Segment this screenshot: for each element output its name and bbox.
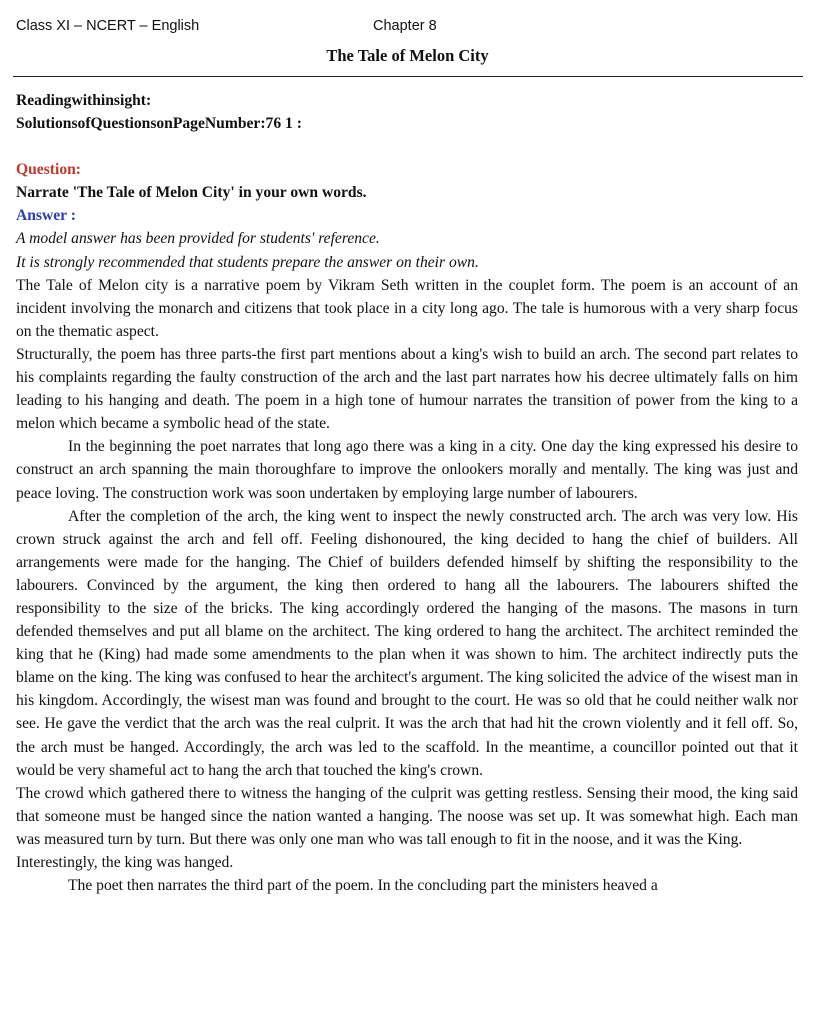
- reading-heading: Readingwithinsight:: [16, 92, 152, 109]
- chapter-title: [0, 46, 815, 66]
- chapter-label: Chapter 8: [373, 18, 437, 34]
- paragraph-crowd: The crowd which gathered there to witness the hanging of the culprit was getting restless. Sensing their mood, the king said that someone must be hanged since the nation wanted a hanging. The noose was set up. It was somewhat high. Each man was measured turn by turn. But there was only one man who was tall enough to fit in the noose, and it was the King.: [16, 784, 798, 848]
- page-content: [16, 89, 798, 897]
- class-label: Class XI – NCERT – English: [16, 18, 200, 34]
- paragraph-arch-inspection: After the completion of the arch, the king went to inspect the newly constructed arch. The arch was very low. His crown struck against the arch and fell off. Feeling dishonoured, the king decided to hang the chief of builders. All arrangements were made for the hanging. The Chief of builders defended himself by shifting the responsibility to the labourers. Convinced by the argument, the king then ordered to hang all the labourers. The labourers shifted the responsibility to the size of the bricks. The king accordingly ordered the hanging of the masons. The masons in turn defended themselves and put all blame on the architect. The king ordered to hang the architect. The architect reminded the king that he (King) had made some amendments to the plan when it was shown to him. The architect indirectly puts the blame on the king. The king was confused to hear the architect's argument. The king solicited the advice of the wisest man in his kingdom. Accordingly, the wisest man was found and brought to the court. He was so old that he could neither walk nor see. He gave the verdict that the arch was the real culprit. It was the arch that had hit the crown violently and it fell off. So, the arch must be hanged. Accordingly, the arch was led to the scaffold. In the meantime, a councillor pointed out that it would be very shameful act to hang the arch that touched the king's crown.: [16, 507, 798, 779]
- question-text: Narrate 'The Tale of Melon City' in your own words.: [16, 184, 367, 202]
- paragraph-beginning: In the beginning the poet narrates that long ago there was a king in a city. One day the king expressed his desire to construct an arch spanning the main thoroughfare to improve the onlookers morally and mentally. The king was just and peace loving. The construction work was soon undertaken by employing large number of labourers.: [16, 438, 798, 502]
- paragraph-third-part: The poet then narrates the third part of the poem. In the concluding part the ministers heaved a: [68, 877, 658, 895]
- paragraph-king-hanged: Interestingly, the king was hanged.: [16, 854, 234, 871]
- page-header: [0, 0, 815, 80]
- header-divider: [13, 76, 803, 77]
- chapter-title-text: The Tale of Melon City: [326, 46, 489, 65]
- solutions-heading: SolutionsofQuestionsonPageNumber:76 1 :: [16, 115, 302, 133]
- paragraph-structure: Structurally, the poem has three parts-the first part mentions about a king's wish to build an arch. The second part relates to his complaints regarding the faulty construction of the arch and the last part narrates how his decree ultimately falls on him leading to his hanging and death. The poem in a high tone of humour narrates the transition of power from the king to a melon which became a symbolic head of the state.: [16, 345, 798, 433]
- note-line-2: It is strongly recommended that students prepare the answer on their own.: [16, 253, 479, 271]
- question-label: Question:: [16, 161, 81, 179]
- answer-label: Answer :: [16, 207, 76, 225]
- paragraph-intro: The Tale of Melon city is a narrative poem by Vikram Seth written in the couplet form. The poem is an account of an incident involving the monarch and citizens that took place in a city long ago. The tale is humorous with a very sharp focus on the thematic aspect.: [16, 276, 798, 340]
- note-line-1: A model answer has been provided for students' reference.: [16, 230, 380, 248]
